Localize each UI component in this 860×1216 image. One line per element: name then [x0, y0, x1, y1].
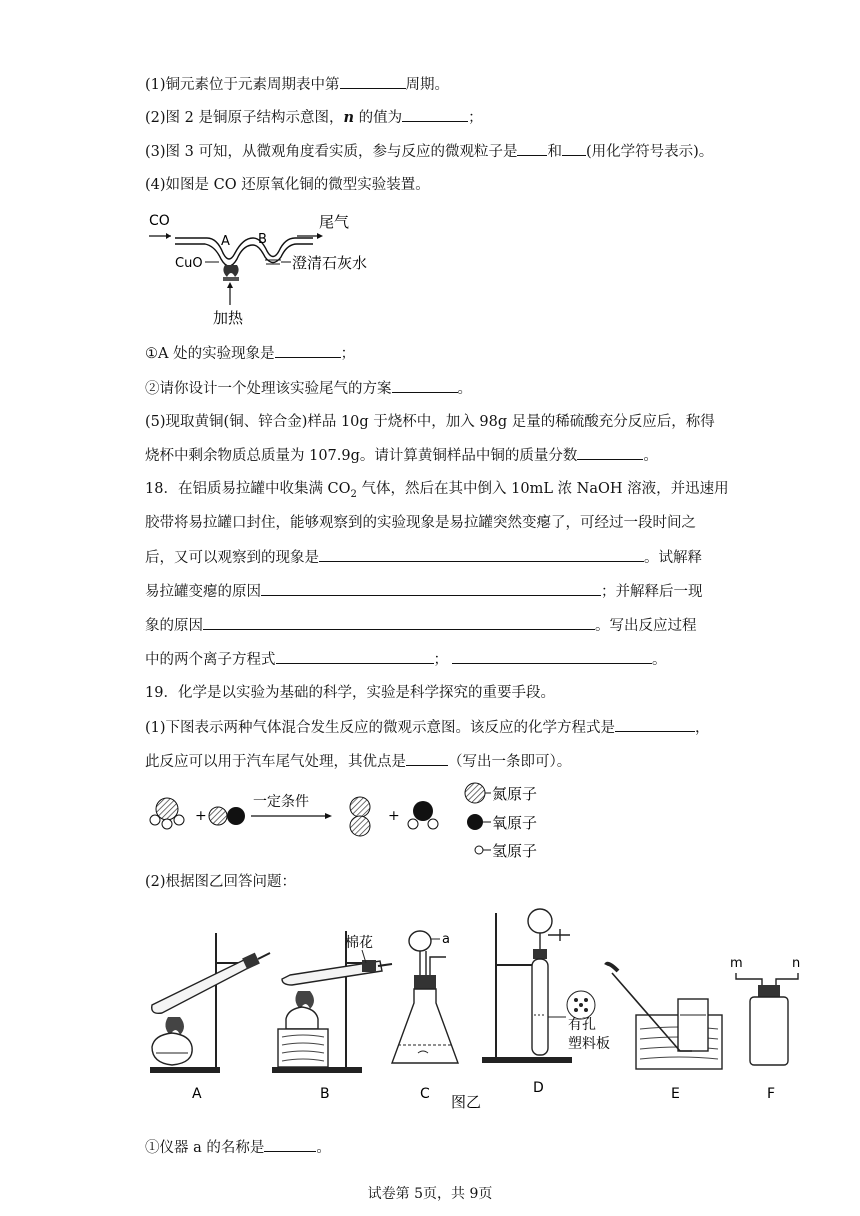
co-reduction-apparatus-figure: [145, 205, 385, 330]
apparatus-figure-yi: [140, 905, 820, 1115]
answer-blank[interactable]: [275, 343, 341, 358]
cotton-label: 棉花: [345, 935, 373, 951]
label-a: A: [192, 1086, 202, 1102]
q18-line4: 易拉罐变瘪的原因 ；并解释后一现: [145, 581, 703, 602]
apparatus-c: [392, 931, 458, 1063]
tail-gas-label: 尾气: [319, 213, 350, 231]
q17-part6: ②请你设计一个处理该实验尾气的方案 。: [145, 378, 472, 399]
legend-oxygen-icon: [467, 814, 483, 830]
a-label: A: [221, 234, 230, 249]
q19-line4: (2)根据图乙回答问题：: [145, 874, 297, 890]
q18-line3: 后，又可以观察到的现象是 。试解释: [145, 547, 702, 568]
apparatus-e: [606, 964, 722, 1069]
answer-blank[interactable]: [319, 547, 644, 562]
legend-oxygen-label: 氧原子: [492, 814, 538, 832]
apparatus-b: [272, 931, 392, 1073]
legend-nitrogen-label: 氮原子: [492, 785, 538, 803]
label-f: F: [767, 1086, 776, 1102]
q18-line2: 胶带将易拉罐口封住，能够观察到的实验现象是易拉罐突然变瘪了，可经过一段时间之: [145, 515, 696, 531]
answer-blank[interactable]: [392, 378, 458, 393]
label-c: C: [420, 1086, 430, 1102]
label-b: B: [320, 1086, 330, 1102]
answer-blank[interactable]: [562, 141, 586, 156]
q19-line1: 19．化学是以实验为基础的科学，实验是科学探究的重要手段。: [145, 685, 555, 701]
apparatus-f: [730, 956, 800, 1065]
q17-part4: (4)如图是 CO 还原氧化铜的微型实验装置。: [145, 177, 430, 193]
instrument-a-label: a: [442, 932, 450, 947]
q17-part5: ①A 处的实验现象是 ；: [145, 343, 355, 364]
answer-blank[interactable]: [340, 74, 406, 89]
co-label: CO: [149, 213, 170, 229]
q19-line5: ①仪器 a 的名称是 。: [145, 1137, 331, 1158]
legend-hydrogen-label: 氢原子: [492, 842, 538, 860]
q17-part1: (1)铜元素位于元素周期表中第 周期。: [145, 74, 449, 95]
answer-blank[interactable]: [264, 1137, 316, 1152]
q17-part2: (2)图 2 是铜原子结构示意图，n 的值为 ；: [145, 109, 483, 126]
apparatus-d: [482, 909, 610, 1063]
answer-blank[interactable]: [203, 615, 595, 630]
answer-blank[interactable]: [261, 581, 601, 596]
page-footer: 试卷第 5页，共 9页: [367, 1186, 493, 1202]
condition-label: 一定条件: [253, 794, 309, 810]
heat-label: 加热: [213, 309, 244, 327]
legend-nitrogen-icon: [465, 783, 485, 803]
figure-title: 图乙: [451, 1093, 482, 1111]
q18-line6: 中的两个离子方程式 ； 。: [145, 649, 667, 670]
answer-blank[interactable]: [276, 649, 434, 664]
answer-blank[interactable]: [402, 107, 468, 122]
answer-blank[interactable]: [615, 717, 695, 732]
limewater-label: 澄清石灰水: [292, 254, 368, 272]
perforated-plate-label-2: 塑料板: [568, 1036, 610, 1052]
answer-blank[interactable]: [577, 445, 643, 460]
apparatus-a: [150, 933, 270, 1073]
q17-part3: (3)图 3 可知，从微观角度看实质，参与反应的微观粒子是 和 (用化学符号表示)。: [145, 141, 713, 162]
label-e: E: [671, 1086, 680, 1102]
svg-text:+: +: [388, 808, 400, 824]
q17-part7: (5)现取黄铜(铜、锌合金)样品 10g 于烧杯中，加入 98g 足量的稀硫酸充分反应后，称得: [145, 414, 715, 430]
q19-line2: (1)下图表示两种气体混合发生反应的微观示意图。该反应的化学方程式是 ，: [145, 717, 710, 738]
port-n-label: n: [792, 956, 801, 971]
port-m-label: m: [730, 956, 743, 971]
cuo-label: CuO: [175, 256, 203, 271]
answer-blank[interactable]: [517, 141, 547, 156]
micro-reaction-diagram: [145, 778, 565, 866]
legend-hydrogen-icon: [475, 846, 483, 854]
b-label: B: [258, 232, 267, 247]
q18-line1: 18．在铝质易拉罐中收集满 $CO_2$ 气体，然后在其中倒入 10mL 浓 NaOH 溶液，并迅速用: [145, 481, 729, 500]
perforated-plate-label-1: 有孔: [568, 1017, 596, 1033]
svg-text:+: +: [195, 808, 207, 824]
q19-line3: 此反应可以用于汽车尾气处理，其优点是 （写出一条即可）。: [145, 751, 571, 772]
answer-blank[interactable]: [406, 751, 448, 766]
answer-blank[interactable]: [452, 649, 652, 664]
q18-line5: 象的原因 。写出反应过程: [145, 615, 697, 636]
label-d: D: [533, 1080, 544, 1096]
q17-part8: 烧杯中剩余物质总质量为 107.9g。请计算黄铜样品中铜的质量分数 。: [145, 445, 658, 466]
